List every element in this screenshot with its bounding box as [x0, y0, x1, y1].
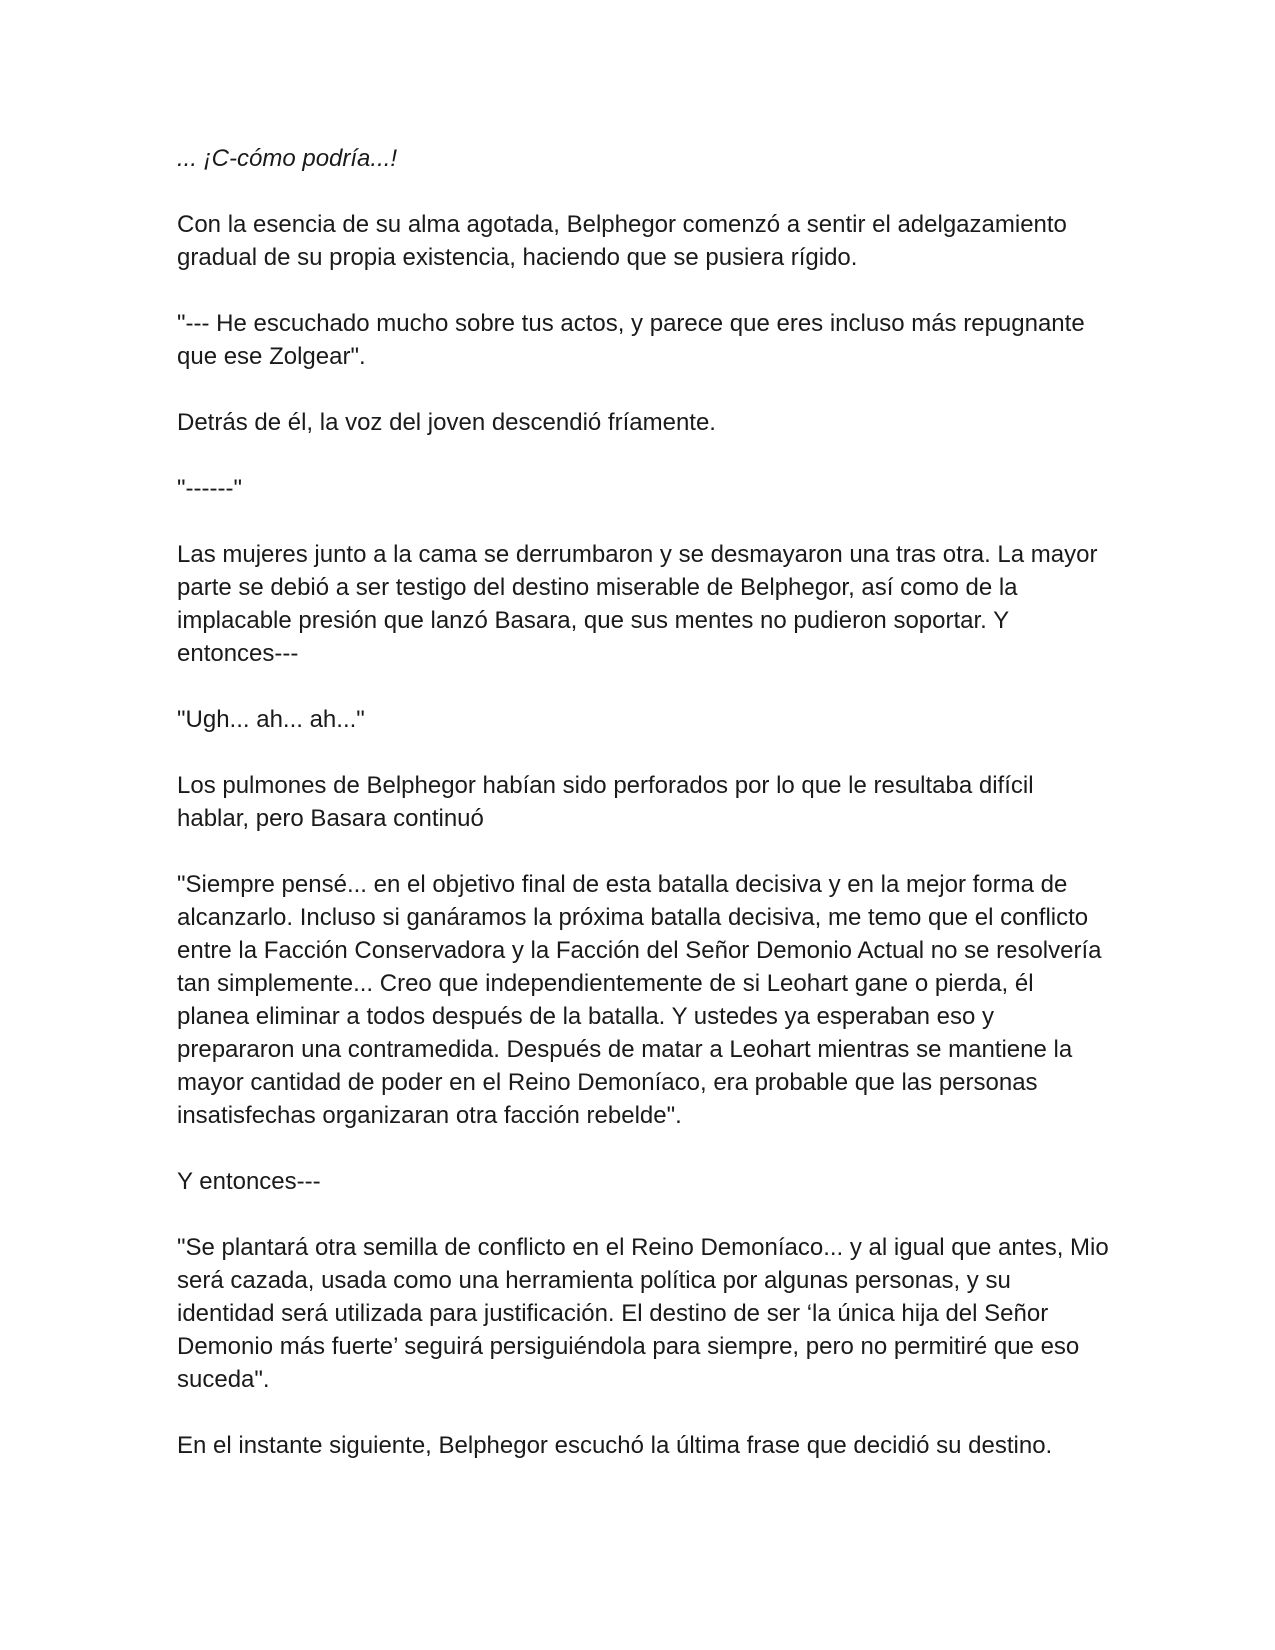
document-page: [177, 142, 1112, 1495]
paragraph-12: En el instante siguiente, Belphegor escuchó la última frase que decidió su destino.: [177, 1432, 1053, 1459]
paragraph-7: "Ugh... ah... ah...": [177, 706, 365, 733]
paragraph-5: "------": [177, 475, 242, 502]
paragraph-2: Con la esencia de su alma agotada, Belphegor comenzó a sentir el adelgazamiento gradual de su propia existencia, haciendo que se pusiera rígido.: [177, 211, 1067, 271]
paragraph-6: Las mujeres junto a la cama se derrumbaron y se desmayaron una tras otra. La mayor parte se debió a ser testigo del destino miserable de Belphegor, así como de la implacable presión que lanzó Basara, que sus mentes no pudieron soportar. Y entonces---: [177, 541, 1098, 667]
paragraph-11: "Se plantará otra semilla de conflicto en el Reino Demoníaco... y al igual que antes, Mio será cazada, usada como una herramienta política por algunas personas, y su identidad será utilizada para justificación. El destino de ser ‘la única hija del Señor Demonio más fuerte’ seguirá persiguiéndola para siempre, pero no permitiré que eso suceda".: [177, 1234, 1109, 1393]
paragraph-10: Y entonces---: [177, 1168, 321, 1195]
paragraph-9: "Siempre pensé... en el objetivo final de esta batalla decisiva y en la mejor forma de alcanzarlo. Incluso si ganáramos la próxima batalla decisiva, me temo que el conflicto entre la Facción Conservadora y la Facción del Señor Demonio Actual no se resolvería tan simplemente... Creo que independientemente de si Leohart gane o pierda, él planea eliminar a todos después de la batalla. Y ustedes ya esperaban eso y prepararon una contramedida. Después de matar a Leohart mientras se mantiene la mayor cantidad de poder en el Reino Demoníaco, era probable que las personas insatisfechas organizaran otra facción rebelde".: [177, 871, 1102, 1129]
paragraph-1: ... ¡C-cómo podría...!: [177, 145, 398, 172]
paragraph-8: Los pulmones de Belphegor habían sido perforados por lo que le resultaba difícil hablar, pero Basara continuó: [177, 772, 1034, 832]
paragraph-4: Detrás de él, la voz del joven descendió fríamente.: [177, 409, 716, 436]
paragraph-3: "--- He escuchado mucho sobre tus actos, y parece que eres incluso más repugnante que ese Zolgear".: [177, 310, 1085, 370]
